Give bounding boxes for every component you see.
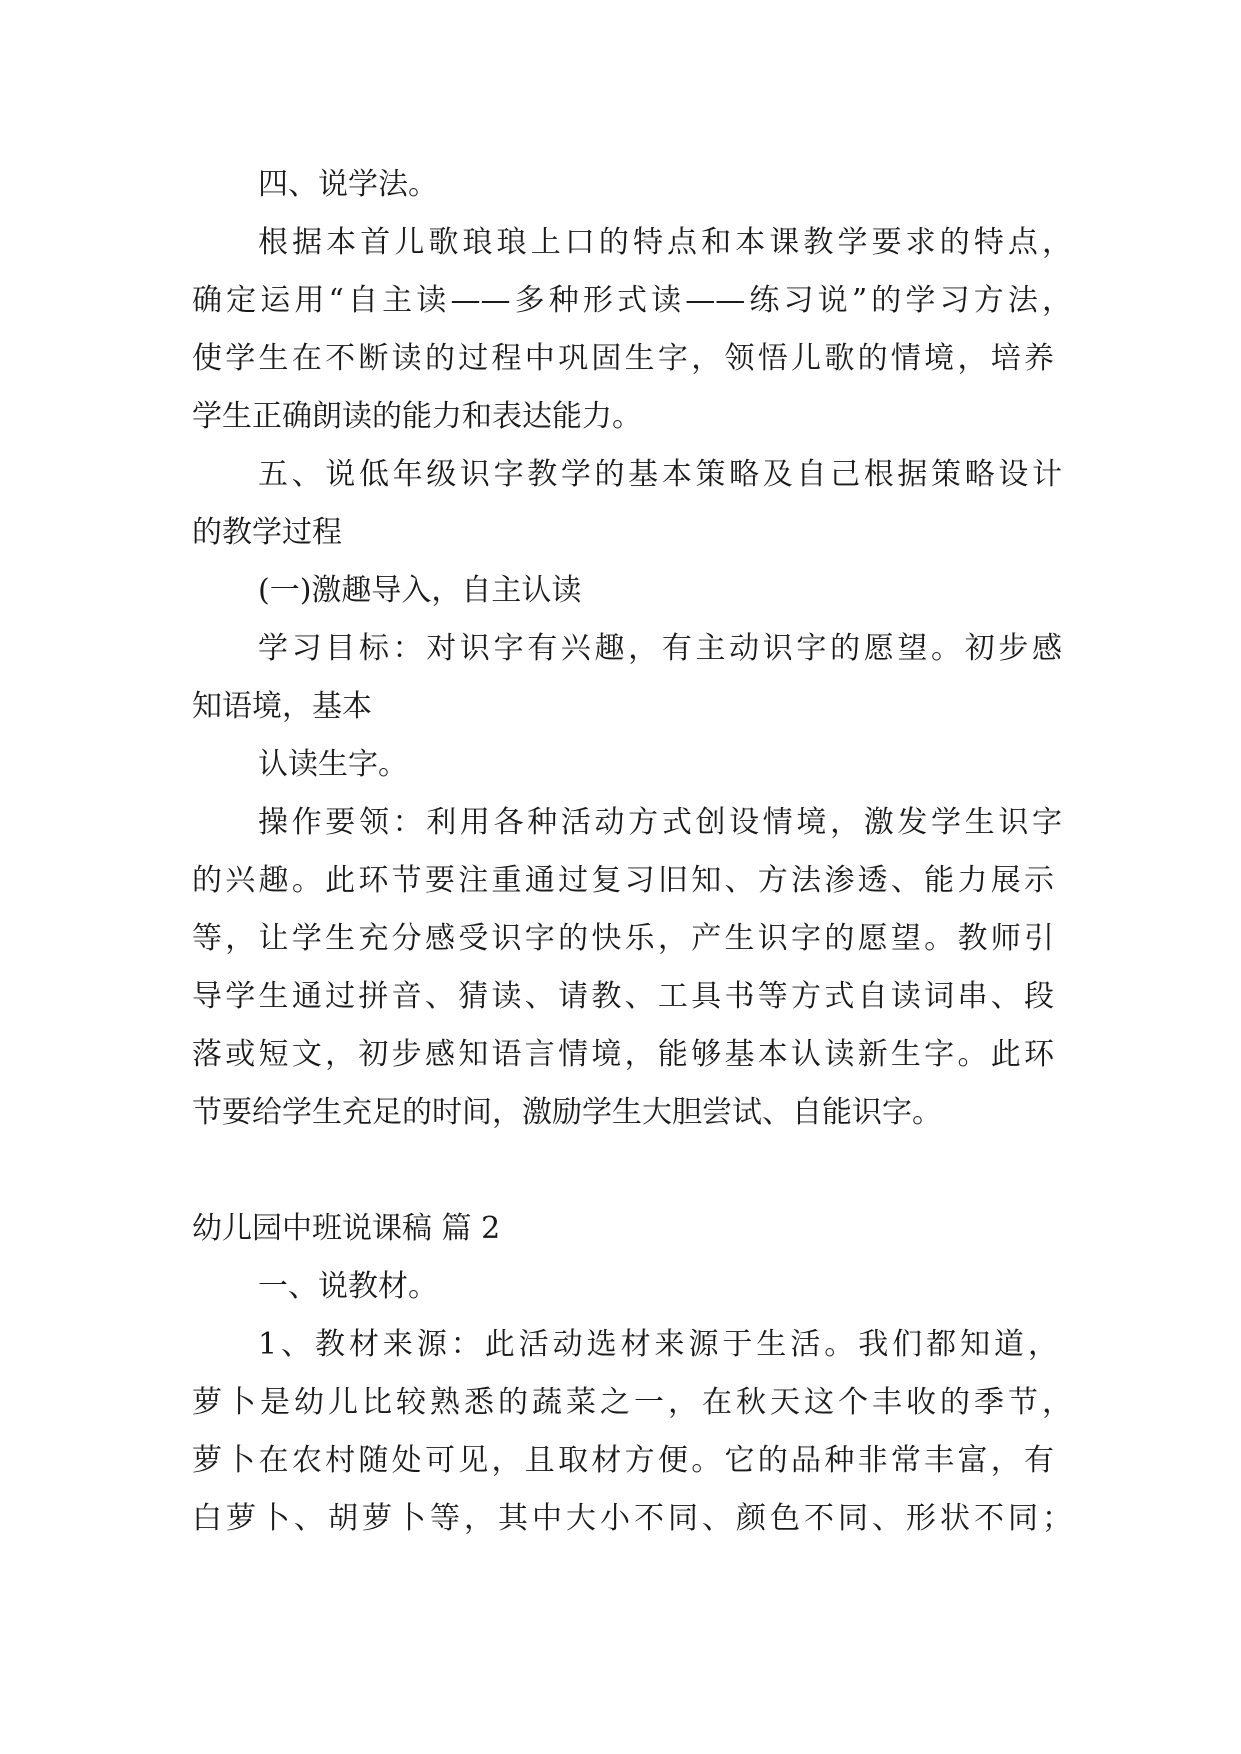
paragraph-line: 等，让学生充分感受识字的快乐，产生识字的愿望。教师引 — [192, 921, 1054, 956]
paragraph-line: 学习目标：对识字有兴趣，有主动识字的愿望。初步感 — [258, 631, 1062, 666]
section-heading-study-method: 四、说学法。 — [258, 167, 438, 202]
paragraph-line: 节要给学生充足的时间，激励学生大胆尝试、自能识字。 — [192, 1095, 942, 1130]
paragraph-line: 学生正确朗读的能力和表达能力。 — [192, 399, 642, 434]
paragraph-line: 1、教材来源：此活动选材来源于生活。我们都知道， — [258, 1327, 1058, 1362]
section-heading-strategy-cont: 的教学过程 — [192, 515, 342, 550]
paragraph-line: 知语境，基本 — [192, 689, 372, 724]
subsection-heading: (一)激趣导入，自主认读 — [258, 573, 582, 608]
paragraph-line: 导学生通过拼音、猜读、请教、工具书等方式自读词串、段 — [192, 979, 1054, 1014]
paragraph-line: 确定运用“自主读——多种形式读——练习说”的学习方法， — [192, 283, 1072, 318]
article-title: 幼儿园中班说课稿 篇 2 — [192, 1211, 501, 1246]
paragraph-line: 落或短文，初步感知语言情境，能够基本认读新生字。此环 — [192, 1037, 1054, 1072]
paragraph-line: 的兴趣。此环节要注重通过复习旧知、方法渗透、能力展示 — [192, 863, 1054, 898]
paragraph-line: 白萝卜、胡萝卜等，其中大小不同、颜色不同、形状不同； — [192, 1501, 1072, 1536]
paragraph-line: 根据本首儿歌琅琅上口的特点和本课教学要求的特点， — [258, 225, 1072, 260]
paragraph-line: 萝卜是幼儿比较熟悉的蔬菜之一，在秋天这个丰收的季节， — [192, 1385, 1072, 1420]
paragraph-line: 使学生在不断读的过程中巩固生字，领悟儿歌的情境，培养 — [192, 341, 1054, 376]
section-heading-strategy: 五、说低年级识字教学的基本策略及自己根据策略设计 — [258, 457, 1062, 492]
section-heading-textbook: 一、说教材。 — [258, 1269, 438, 1304]
paragraph-line: 认读生字。 — [258, 747, 408, 782]
paragraph-line: 萝卜在农村随处可见，且取材方便。它的品种非常丰富，有 — [192, 1443, 1054, 1478]
paragraph-line: 操作要领：利用各种活动方式创设情境，激发学生识字 — [258, 805, 1062, 840]
